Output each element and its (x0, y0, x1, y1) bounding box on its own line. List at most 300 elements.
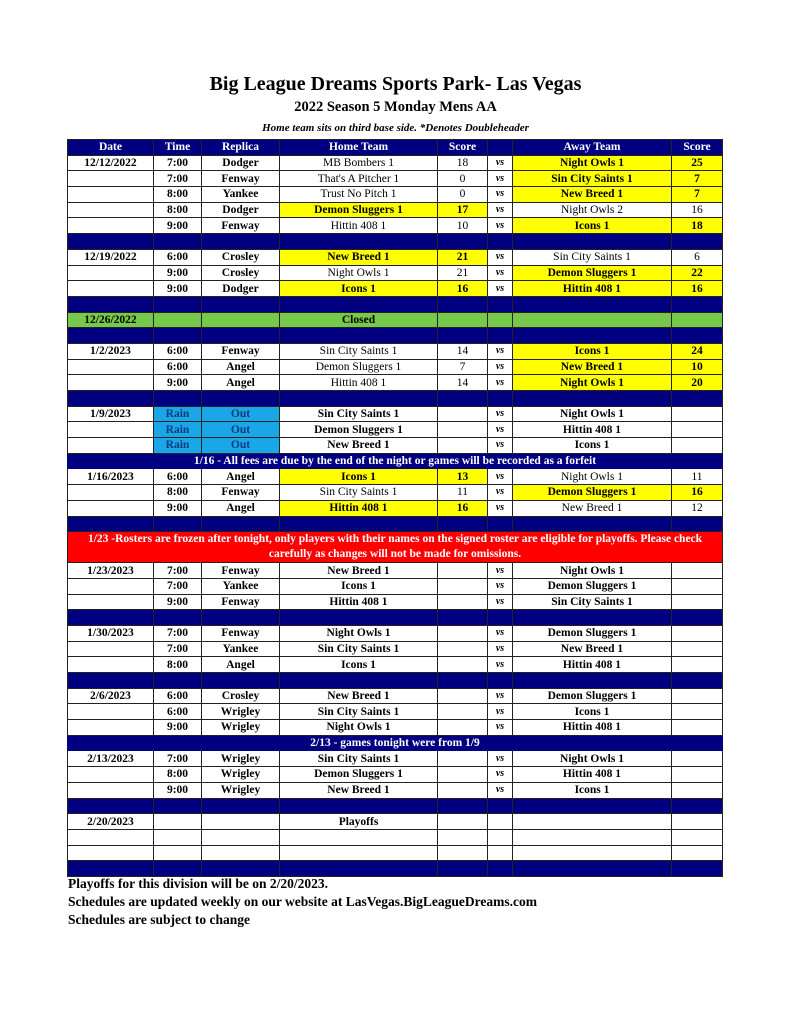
away-team-cell: Demon Sluggers 1 (513, 265, 672, 281)
date-cell: 12/12/2022 (68, 155, 154, 171)
empty-cell (438, 328, 488, 344)
game-row (68, 704, 723, 720)
away-score-cell: 10 (672, 359, 723, 375)
vs-cell: vs (488, 720, 513, 736)
vs-cell: vs (488, 578, 513, 594)
col-date: Date (68, 140, 154, 156)
empty-cell (280, 861, 438, 877)
away-team-cell: Night Owls 1 (513, 563, 672, 579)
home-team-cell: Demon Sluggers 1 (280, 767, 438, 783)
game-row (68, 187, 723, 203)
empty-cell (488, 328, 513, 344)
vs-cell: vs (488, 469, 513, 485)
home-team-cell: Icons 1 (280, 578, 438, 594)
game-row (68, 751, 723, 767)
empty-cell (672, 845, 723, 861)
away-score-cell (672, 625, 723, 641)
empty-cell (438, 312, 488, 328)
vs-cell: vs (488, 782, 513, 798)
home-score-cell: 18 (438, 155, 488, 171)
home-team-cell: Demon Sluggers 1 (280, 422, 438, 438)
empty-cell (513, 328, 672, 344)
vs-cell: vs (488, 704, 513, 720)
empty-cell (438, 391, 488, 407)
game-row (68, 202, 723, 218)
home-team-cell: Sin City Saints 1 (280, 641, 438, 657)
game-row (68, 625, 723, 641)
away-score-cell: 11 (672, 469, 723, 485)
away-team-cell: Icons 1 (513, 438, 672, 454)
date-cell: 1/16/2023 (68, 469, 154, 485)
away-team-cell: Demon Sluggers 1 (513, 625, 672, 641)
home-score-cell: 14 (438, 343, 488, 359)
date-cell (68, 657, 154, 673)
header-note: Home team sits on third base side. *Denotes Doubleheader (262, 122, 529, 134)
field-cell: Dodger (202, 155, 280, 171)
vs-cell: vs (488, 249, 513, 265)
col-away-team: Away Team (513, 140, 672, 156)
empty-cell (513, 516, 672, 532)
date-cell (68, 641, 154, 657)
empty-cell (202, 861, 280, 877)
home-team-cell: Demon Sluggers 1 (280, 359, 438, 375)
away-team-cell: Sin City Saints 1 (513, 171, 672, 187)
home-score-cell: 16 (438, 281, 488, 297)
vs-cell: vs (488, 657, 513, 673)
time-cell: 7:00 (154, 563, 202, 579)
empty-cell (280, 391, 438, 407)
vs-cell: vs (488, 375, 513, 391)
empty-cell (672, 296, 723, 312)
empty-cell (68, 296, 154, 312)
home-score-cell (438, 438, 488, 454)
away-score-cell (672, 422, 723, 438)
field-cell: Yankee (202, 641, 280, 657)
time-cell: 7:00 (154, 641, 202, 657)
field-cell: Out (202, 406, 280, 422)
empty-cell (202, 845, 280, 861)
col-replica: Replica (202, 140, 280, 156)
game-row (68, 500, 723, 516)
time-cell: 9:00 (154, 218, 202, 234)
empty-cell (513, 845, 672, 861)
field-cell: Angel (202, 375, 280, 391)
field-cell: Wrigley (202, 704, 280, 720)
home-team-cell: Night Owls 1 (280, 720, 438, 736)
table-header (68, 140, 723, 156)
away-team-cell: New Breed 1 (513, 500, 672, 516)
away-team-cell: Hittin 408 1 (513, 422, 672, 438)
away-team-cell: Hittin 408 1 (513, 720, 672, 736)
col-home-score: Score (438, 140, 488, 156)
game-row (68, 343, 723, 359)
empty-cell (154, 296, 202, 312)
away-score-cell (672, 782, 723, 798)
empty-cell (488, 814, 513, 830)
home-score-cell (438, 782, 488, 798)
empty-cell (280, 328, 438, 344)
empty-cell (438, 234, 488, 250)
away-team-cell: Demon Sluggers 1 (513, 485, 672, 501)
away-team-cell: Night Owls 1 (513, 469, 672, 485)
schedule-table (67, 139, 723, 877)
empty-cell (438, 673, 488, 689)
playoff-row (68, 814, 723, 830)
home-team-cell: Night Owls 1 (280, 625, 438, 641)
game-row (68, 469, 723, 485)
home-team-cell: Hittin 408 1 (280, 375, 438, 391)
field-cell: Fenway (202, 218, 280, 234)
game-row (68, 641, 723, 657)
date-cell (68, 359, 154, 375)
home-score-cell (438, 563, 488, 579)
date-cell: 1/30/2023 (68, 625, 154, 641)
field-cell: Wrigley (202, 720, 280, 736)
game-row (68, 281, 723, 297)
home-score-cell (438, 688, 488, 704)
vs-cell: vs (488, 218, 513, 234)
home-score-cell: 14 (438, 375, 488, 391)
empty-cell (672, 814, 723, 830)
empty-cell (68, 845, 154, 861)
time-cell: 9:00 (154, 375, 202, 391)
time-cell: 6:00 (154, 249, 202, 265)
footer-line-playoffs: Playoffs for this division will be on 2/20/2023. (68, 876, 329, 891)
home-team-cell: Icons 1 (280, 469, 438, 485)
empty-cell (672, 328, 723, 344)
empty-cell (154, 516, 202, 532)
empty-cell (438, 296, 488, 312)
empty-cell (513, 673, 672, 689)
time-cell: 9:00 (154, 720, 202, 736)
away-team-cell: New Breed 1 (513, 359, 672, 375)
empty-cell (202, 829, 280, 845)
home-team-cell: MB Bombers 1 (280, 155, 438, 171)
home-team-cell: Night Owls 1 (280, 265, 438, 281)
footer-line-subject-to-change: Schedules are subject to change (68, 912, 250, 927)
spacer-row (68, 610, 723, 626)
home-team-cell: New Breed 1 (280, 563, 438, 579)
field-cell: Fenway (202, 171, 280, 187)
time-cell: 7:00 (154, 625, 202, 641)
time-cell: 8:00 (154, 485, 202, 501)
home-score-cell: 7 (438, 359, 488, 375)
date-cell (68, 171, 154, 187)
vs-cell: vs (488, 187, 513, 203)
time-cell: 8:00 (154, 767, 202, 783)
home-team-cell: New Breed 1 (280, 249, 438, 265)
empty-cell (488, 673, 513, 689)
away-team-cell: Night Owls 1 (513, 751, 672, 767)
empty-cell (202, 391, 280, 407)
time-cell: 9:00 (154, 281, 202, 297)
home-score-cell (438, 406, 488, 422)
away-score-cell: 24 (672, 343, 723, 359)
home-team-cell: Icons 1 (280, 281, 438, 297)
empty-cell (513, 234, 672, 250)
empty-cell (488, 391, 513, 407)
empty-cell (280, 296, 438, 312)
vs-cell: vs (488, 500, 513, 516)
time-cell: 7:00 (154, 155, 202, 171)
time-cell: 8:00 (154, 202, 202, 218)
home-score-cell: 0 (438, 187, 488, 203)
empty-cell (438, 845, 488, 861)
home-score-cell: 21 (438, 249, 488, 265)
empty-cell (280, 234, 438, 250)
away-team-cell: New Breed 1 (513, 641, 672, 657)
vs-cell: vs (488, 343, 513, 359)
home-score-cell (438, 594, 488, 610)
field-cell: Angel (202, 359, 280, 375)
field-cell: Fenway (202, 343, 280, 359)
game-row (68, 594, 723, 610)
empty-cell (488, 845, 513, 861)
away-team-cell: Demon Sluggers 1 (513, 578, 672, 594)
schedule-body (68, 140, 723, 877)
empty-cell (154, 391, 202, 407)
empty-cell (154, 673, 202, 689)
away-score-cell: 16 (672, 202, 723, 218)
empty-cell (438, 829, 488, 845)
empty-cell (280, 610, 438, 626)
empty-cell (488, 610, 513, 626)
field-cell: Fenway (202, 625, 280, 641)
home-score-cell: 13 (438, 469, 488, 485)
spacer-row (68, 673, 723, 689)
empty-cell (202, 673, 280, 689)
field-cell: Crosley (202, 249, 280, 265)
field-cell: Wrigley (202, 751, 280, 767)
home-team-cell: Hittin 408 1 (280, 500, 438, 516)
away-team-cell: Demon Sluggers 1 (513, 688, 672, 704)
time-cell: Rain (154, 406, 202, 422)
home-score-cell: 17 (438, 202, 488, 218)
empty-cell (280, 673, 438, 689)
date-cell: 12/19/2022 (68, 249, 154, 265)
spacer-row (68, 861, 723, 877)
date-cell: 2/20/2023 (68, 814, 154, 830)
date-cell: 1/23/2023 (68, 563, 154, 579)
home-team-cell: Hittin 408 1 (280, 594, 438, 610)
away-score-cell: 7 (672, 187, 723, 203)
empty-cell (202, 814, 280, 830)
away-score-cell: 18 (672, 218, 723, 234)
away-score-cell (672, 641, 723, 657)
home-team-cell: Sin City Saints 1 (280, 704, 438, 720)
time-cell: 8:00 (154, 187, 202, 203)
away-score-cell: 6 (672, 249, 723, 265)
game-row (68, 485, 723, 501)
col-vs (488, 140, 513, 156)
date-cell (68, 782, 154, 798)
time-cell: 7:00 (154, 578, 202, 594)
field-cell: Dodger (202, 202, 280, 218)
empty-cell (68, 516, 154, 532)
away-score-cell: 7 (672, 171, 723, 187)
away-team-cell: Icons 1 (513, 343, 672, 359)
notice-text: 2/13 - games tonight were from 1/9 (68, 735, 723, 751)
home-team-cell: Hittin 408 1 (280, 218, 438, 234)
home-score-cell (438, 704, 488, 720)
playoff-label: Playoffs (280, 814, 438, 830)
field-cell: Wrigley (202, 782, 280, 798)
empty-cell (154, 312, 202, 328)
empty-cell (154, 861, 202, 877)
empty-cell (513, 610, 672, 626)
home-score-cell: 11 (438, 485, 488, 501)
away-team-cell: Icons 1 (513, 218, 672, 234)
home-score-cell: 0 (438, 171, 488, 187)
empty-cell (488, 861, 513, 877)
date-cell (68, 438, 154, 454)
away-team-cell: Icons 1 (513, 704, 672, 720)
date-cell (68, 485, 154, 501)
home-score-cell: 21 (438, 265, 488, 281)
empty-cell (280, 829, 438, 845)
home-score-cell: 10 (438, 218, 488, 234)
time-cell: 9:00 (154, 265, 202, 281)
home-team-cell: New Breed 1 (280, 438, 438, 454)
vs-cell: vs (488, 688, 513, 704)
empty-cell (154, 610, 202, 626)
empty-cell (488, 516, 513, 532)
game-row (68, 782, 723, 798)
date-cell: 1/9/2023 (68, 406, 154, 422)
vs-cell: vs (488, 751, 513, 767)
away-score-cell (672, 438, 723, 454)
time-cell: Rain (154, 422, 202, 438)
field-cell: Fenway (202, 563, 280, 579)
away-team-cell: Hittin 408 1 (513, 657, 672, 673)
empty-cell (202, 312, 280, 328)
notice-row (68, 735, 723, 751)
field-cell: Wrigley (202, 767, 280, 783)
date-cell (68, 578, 154, 594)
empty-cell (438, 516, 488, 532)
home-team-cell: Sin City Saints 1 (280, 406, 438, 422)
empty-cell (280, 798, 438, 814)
empty-cell (202, 296, 280, 312)
time-cell: 6:00 (154, 343, 202, 359)
empty-cell (68, 234, 154, 250)
field-cell: Crosley (202, 688, 280, 704)
empty-cell (488, 829, 513, 845)
game-row (68, 155, 723, 171)
empty-cell (68, 328, 154, 344)
vs-cell: vs (488, 171, 513, 187)
notice-row (68, 453, 723, 469)
home-score-cell (438, 422, 488, 438)
game-row (68, 438, 723, 454)
vs-cell: vs (488, 485, 513, 501)
game-row (68, 422, 723, 438)
home-team-cell: New Breed 1 (280, 688, 438, 704)
empty-cell (672, 391, 723, 407)
notice-text: 1/16 - All fees are due by the end of the night or games will be recorded as a forfeit (68, 453, 723, 469)
empty-cell (438, 610, 488, 626)
empty-cell (202, 234, 280, 250)
away-score-cell (672, 704, 723, 720)
empty-cell (154, 845, 202, 861)
vs-cell: vs (488, 767, 513, 783)
field-cell: Dodger (202, 281, 280, 297)
date-cell: 2/6/2023 (68, 688, 154, 704)
page-title: Big League Dreams Sports Park- Las Vegas (209, 73, 582, 95)
away-score-cell: 16 (672, 485, 723, 501)
game-row (68, 688, 723, 704)
time-cell: Rain (154, 438, 202, 454)
field-cell: Fenway (202, 485, 280, 501)
home-score-cell (438, 657, 488, 673)
empty-cell (513, 391, 672, 407)
vs-cell: vs (488, 625, 513, 641)
home-score-cell (438, 767, 488, 783)
empty-cell (672, 234, 723, 250)
roster-alert-row (68, 532, 723, 563)
col-away-score: Score (672, 140, 723, 156)
col-time: Time (154, 140, 202, 156)
empty-cell (672, 312, 723, 328)
spacer-row (68, 798, 723, 814)
field-cell: Yankee (202, 578, 280, 594)
away-score-cell (672, 767, 723, 783)
empty-row (68, 845, 723, 861)
empty-cell (513, 798, 672, 814)
vs-cell: vs (488, 641, 513, 657)
home-team-cell: That's A Pitcher 1 (280, 171, 438, 187)
vs-cell: vs (488, 406, 513, 422)
game-row (68, 657, 723, 673)
date-cell: 1/2/2023 (68, 343, 154, 359)
date-cell (68, 202, 154, 218)
home-score-cell (438, 578, 488, 594)
away-team-cell: New Breed 1 (513, 187, 672, 203)
empty-cell (513, 814, 672, 830)
away-score-cell (672, 720, 723, 736)
empty-cell (672, 673, 723, 689)
field-cell: Angel (202, 657, 280, 673)
home-score-cell (438, 641, 488, 657)
away-team-cell: Sin City Saints 1 (513, 594, 672, 610)
away-team-cell: Icons 1 (513, 782, 672, 798)
away-score-cell (672, 578, 723, 594)
empty-cell (202, 610, 280, 626)
vs-cell: vs (488, 359, 513, 375)
empty-cell (68, 798, 154, 814)
home-team-cell: Sin City Saints 1 (280, 343, 438, 359)
date-cell (68, 281, 154, 297)
vs-cell: vs (488, 594, 513, 610)
home-score-cell (438, 720, 488, 736)
empty-cell (68, 861, 154, 877)
field-cell: Angel (202, 469, 280, 485)
field-cell: Yankee (202, 187, 280, 203)
date-cell: 12/26/2022 (68, 312, 154, 328)
date-cell (68, 500, 154, 516)
empty-cell (488, 798, 513, 814)
date-cell: 2/13/2023 (68, 751, 154, 767)
field-cell: Angel (202, 500, 280, 516)
empty-cell (488, 234, 513, 250)
closed-row (68, 312, 723, 328)
away-score-cell: 22 (672, 265, 723, 281)
footer-line-website: Schedules are updated weekly on our website at LasVegas.BigLeagueDreams.com (68, 894, 538, 909)
time-cell: 9:00 (154, 500, 202, 516)
home-team-cell: Demon Sluggers 1 (280, 202, 438, 218)
vs-cell: vs (488, 438, 513, 454)
empty-cell (280, 516, 438, 532)
